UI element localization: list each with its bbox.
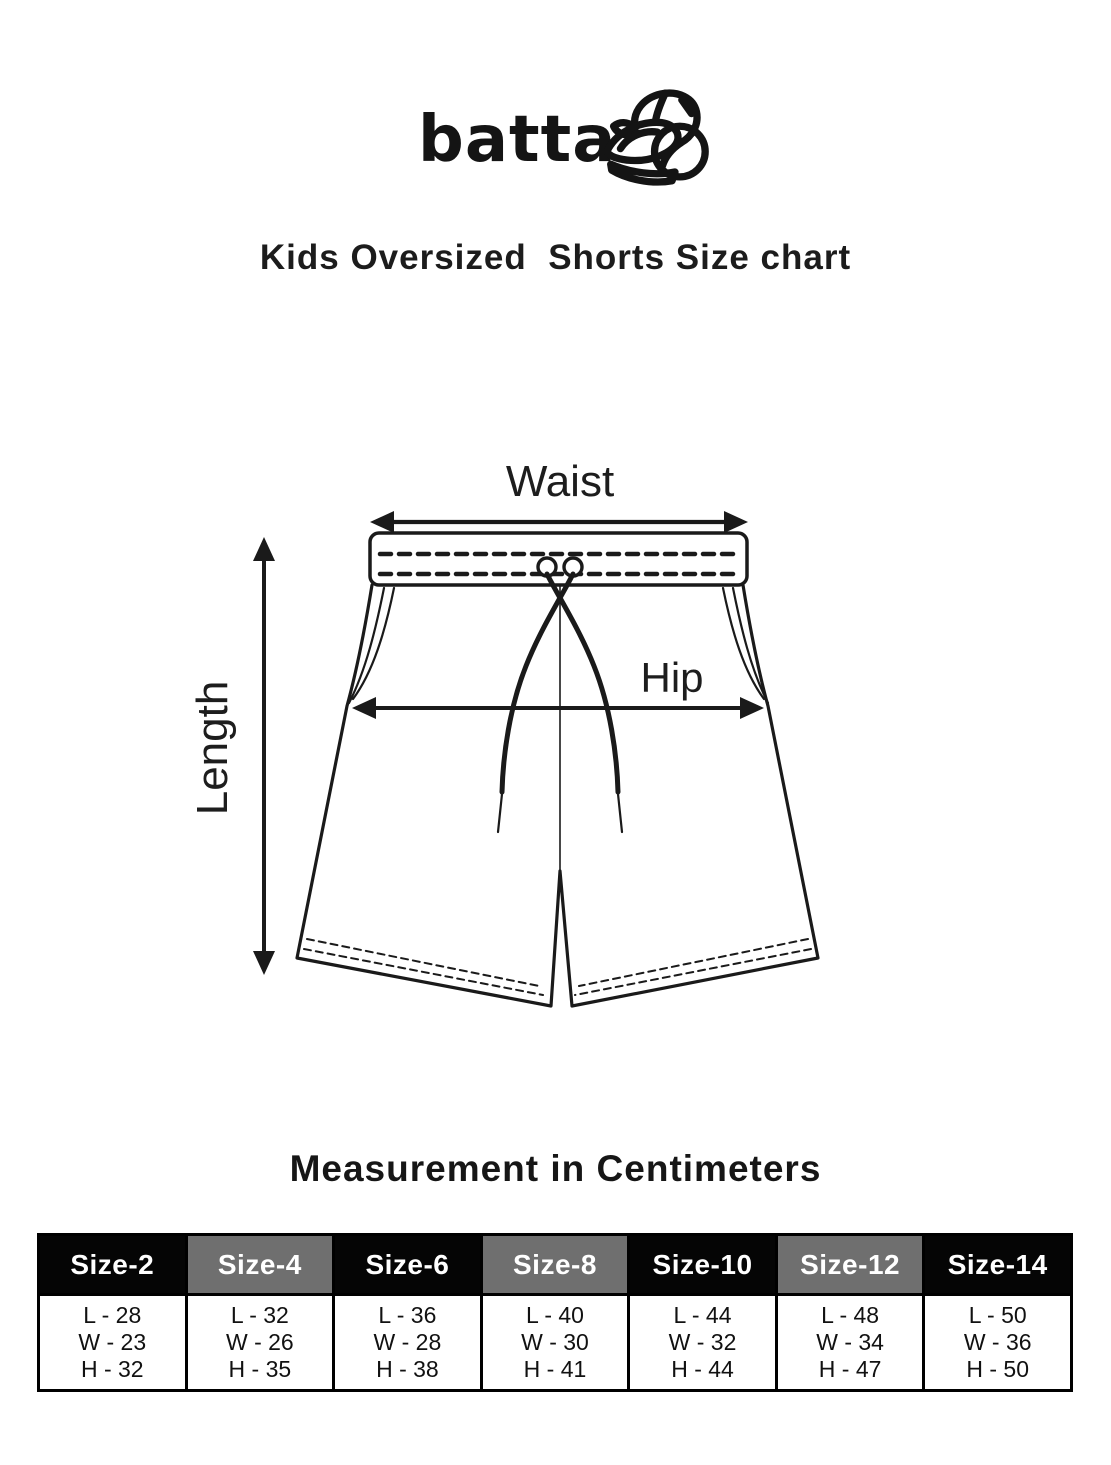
- size-cell: [924, 1295, 1072, 1391]
- length-value: L - 50: [968, 1302, 1027, 1328]
- hip-value: H - 35: [228, 1356, 292, 1382]
- brand-wordmark: batta: [418, 103, 617, 177]
- length-value: L - 40: [525, 1302, 584, 1328]
- shorts-measurement-diagram: [170, 450, 910, 1060]
- waist-arrowhead-right: [724, 511, 748, 533]
- size-cell: [776, 1295, 924, 1391]
- hem-stitch-left-1: [304, 949, 543, 995]
- size-column-header: Size-12: [776, 1235, 924, 1295]
- size-column-header: Size-8: [481, 1235, 629, 1295]
- hem-stitch-right-1: [575, 949, 811, 995]
- size-cell: [39, 1295, 187, 1391]
- waist-value: W - 26: [225, 1329, 294, 1355]
- waist-arrowhead-left: [370, 511, 394, 533]
- size-column-header: Size-14: [924, 1235, 1072, 1295]
- length-label: Length: [188, 680, 237, 816]
- hem-stitch-right-2: [579, 939, 808, 986]
- length-arrowhead-top: [253, 537, 275, 561]
- waist-label: Waist: [505, 457, 615, 506]
- hip-value: H - 47: [818, 1356, 882, 1382]
- size-table-header: [39, 1235, 1072, 1295]
- size-column-header: Size-10: [629, 1235, 777, 1295]
- waist-value: W - 36: [963, 1329, 1032, 1355]
- page-title: Kids Oversized Shorts Size chart: [259, 238, 852, 277]
- length-value: L - 28: [83, 1302, 142, 1328]
- size-column-header: Size-6: [334, 1235, 482, 1295]
- length-arrowhead-bottom: [253, 951, 275, 975]
- length-value: L - 48: [821, 1302, 880, 1328]
- waist-value: W - 23: [78, 1329, 147, 1355]
- hip-value: H - 41: [523, 1356, 587, 1382]
- length-value: L - 44: [673, 1302, 732, 1328]
- size-cell: [481, 1295, 629, 1391]
- hip-arrowhead-right: [740, 697, 764, 719]
- size-cell: [334, 1295, 482, 1391]
- waist-value: W - 28: [373, 1329, 442, 1355]
- hip-arrowhead-left: [352, 697, 376, 719]
- length-value: L - 36: [378, 1302, 437, 1328]
- drawstring-tip-right: [618, 794, 622, 832]
- drawstring-tip-left: [498, 794, 502, 832]
- measurement-heading: Measurement in Centimeters: [289, 1148, 822, 1189]
- duck-logo-icon: [600, 74, 712, 196]
- waist-value: W - 30: [521, 1329, 589, 1355]
- hip-value: H - 38: [376, 1356, 439, 1382]
- size-cell: [186, 1295, 334, 1391]
- hip-label: Hip: [640, 654, 704, 701]
- waist-value: W - 34: [816, 1329, 884, 1355]
- size-table: [37, 1233, 1073, 1392]
- size-cell: [629, 1295, 777, 1391]
- length-value: L - 32: [230, 1302, 289, 1328]
- size-column-header: Size-2: [39, 1235, 187, 1295]
- waistband: [370, 533, 747, 585]
- size-table-body: [39, 1295, 1072, 1391]
- waist-value: W - 32: [668, 1329, 737, 1355]
- table-row: [39, 1295, 1072, 1391]
- hip-value: H - 44: [671, 1356, 734, 1382]
- hem-stitch-left-2: [307, 939, 539, 986]
- hip-value: H - 32: [80, 1356, 144, 1382]
- size-column-header: Size-4: [186, 1235, 334, 1295]
- hip-value: H - 50: [966, 1356, 1029, 1382]
